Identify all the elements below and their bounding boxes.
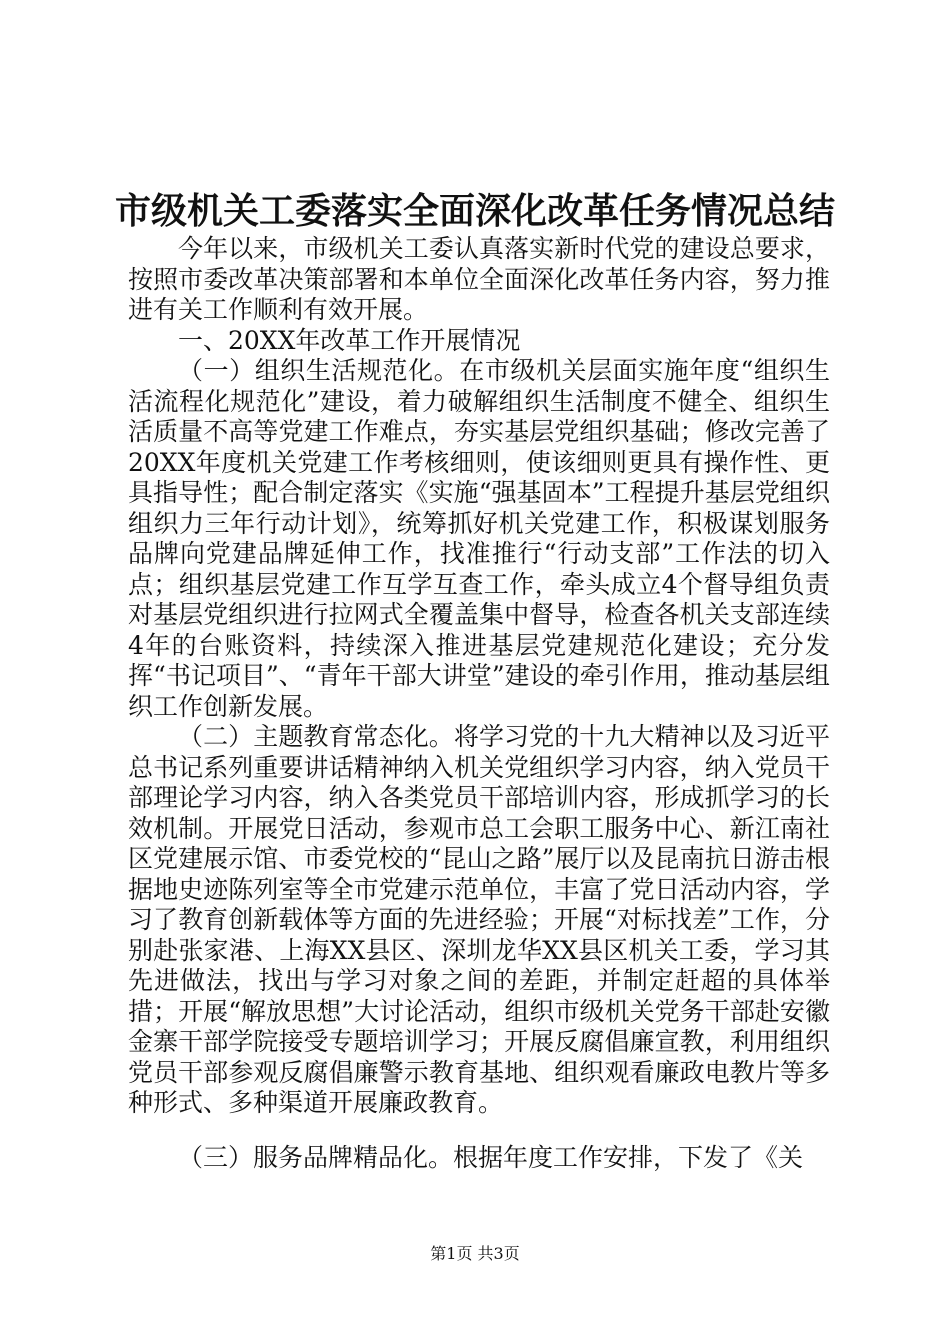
- paragraph-intro: 今年以来，市级机关工委认真落实新时代党的建设总要求，按照市委改革决策部署和本单位全面深化改革任务内容，努力推进有关工作顺利有效开展。: [128, 234, 830, 324]
- paragraph-theme-education: （二）主题教育常态化。将学习党的十九大精神以及习近平总书记系列重要讲话精神纳入机关党组织学习内容，纳入党员干部理论学习内容，纳入各类党员干部培训内容，形成抓学习的长效机制。开展党日活动，参观市总工会职工服务中心、新江南社区党建展示馆、市委党校的“昆山之路”展厅以及昆南抗日游击根据地史迹陈列室等全市党建示范单位，丰富了党日活动内容，学习了教育创新载体等方面的先进经验；开展“对标找差”工作，分别赴张家港、上海XX县区、深圳龙华XX县区机关工委，学习其先进做法，找出与学习对象之间的差距，并制定赶超的具体举措；开展“解放思想”大讨论活动，组织市级机关党务干部赴安徽金寨干部学院接受专题培训学习；开展反腐倡廉宣教，利用组织党员干部参观反腐倡廉警示教育基地、组织观看廉政电教片等多种形式、多种渠道开展廉政教育。: [128, 722, 830, 1117]
- document-body: [128, 234, 830, 1173]
- document-title: 市级机关工委落实全面深化改革任务情况总结: [114, 190, 835, 232]
- section-heading-1: 一、20XX年改革工作开展情况: [178, 325, 521, 355]
- page-number-footer: 第1页 共3页: [430, 1244, 520, 1263]
- paragraph-service-brand: （三）服务品牌精品化。根据年度工作安排，下发了《关: [178, 1142, 804, 1172]
- paragraph-organization-life: （一）组织生活规范化。在市级机关层面实施年度“组织生活流程化规范化”建设，着力破解组织生活制度不健全、组织生活质量不高等党建工作难点，夯实基层党组织基础；修改完善了20XX年度机关党建工作考核细则，使该细则更具有操作性、更具指导性；配合制定落实《实施“强基固本”工程提升基层党组织组织力三年行动计划》，统筹抓好机关党建工作，积极谋划服务品牌向党建品牌延伸工作，找准推行“行动支部”工作法的切入点；组织基层党建工作互学互查工作，牵头成立4个督导组负责对基层党组织进行拉网式全覆盖集中督导，检查各机关支部连续4年的台账资料，持续深入推进基层党建规范化建设；充分发挥“书记项目”、“青年干部大讲堂”建设的牵引作用，推动基层组织工作创新发展。: [128, 356, 830, 721]
